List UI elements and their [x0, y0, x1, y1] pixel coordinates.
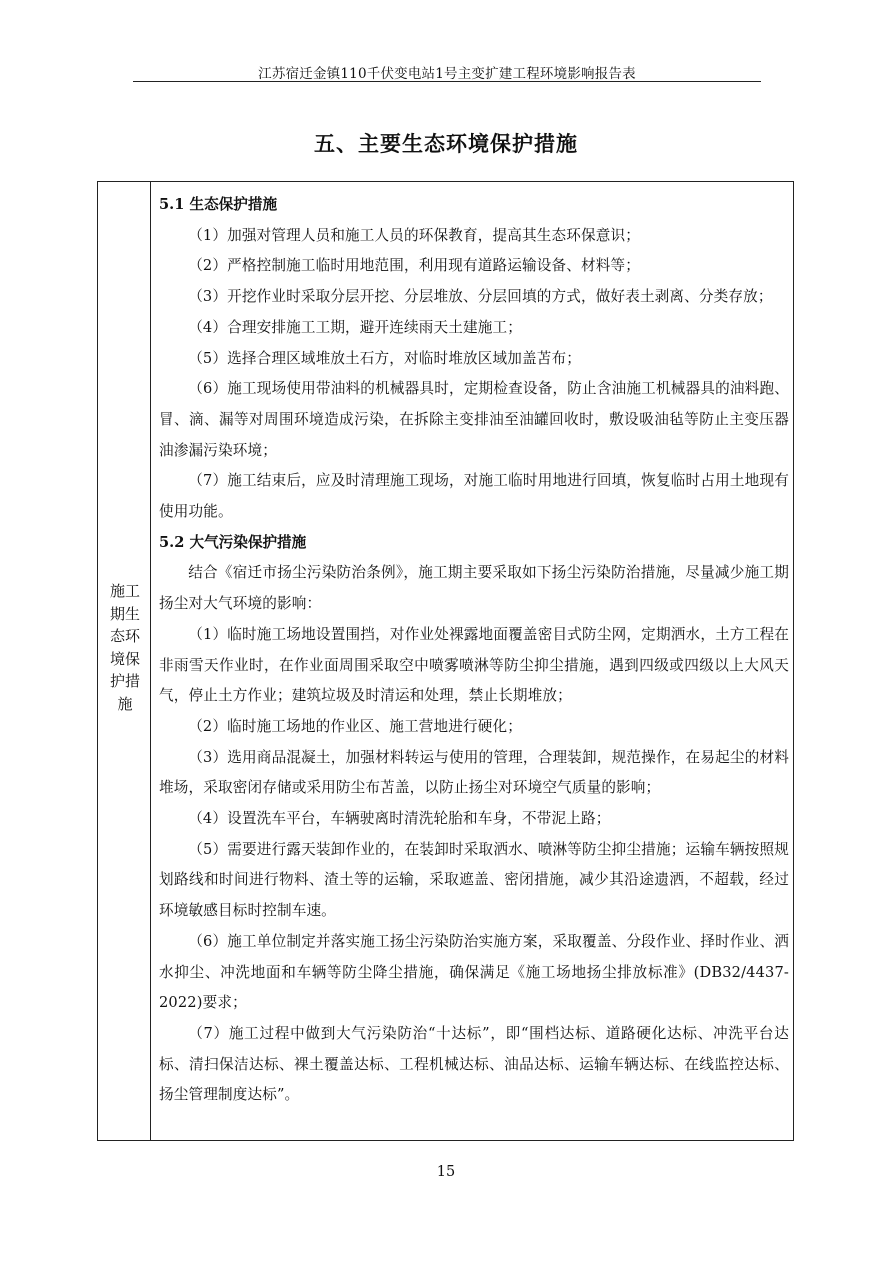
paragraph: （5）选择合理区域堆放土石方，对临时堆放区域加盖苫布；	[188, 349, 581, 367]
measures-content	[159, 190, 789, 1111]
paragraph: 结合《宿迁市扬尘污染防治条例》，施工期主要采取如下扬尘污染防治措施，尽量减少施工期扬尘对大气环境的影响：	[159, 564, 789, 613]
paragraph: （7）施工结束后，应及时清理施工现场，对施工临时用地进行回填，恢复临时占用土地现有使用功能。	[159, 472, 789, 521]
heading-ecological-protection: 5.1 生态保护措施	[159, 196, 278, 213]
table-column-divider	[150, 181, 151, 1141]
paragraph: （5）需要进行露天装卸作业的，在装卸时采取洒水、喷淋等防尘抑尘措施；运输车辆按照规划路线和时间进行物料、渣土等的运输，采取遮盖、密闭措施，减少其沿途遗洒，不超载，经过环境敏感目标时控制车速。	[159, 840, 789, 920]
paragraph: （7）施工过程中做到大气污染防治“十达标”，即“围档达标、道路硬化达标、冲洗平台达标、清扫保洁达标、裸土覆盖达标、工程机械达标、油品达标、运输车辆达标、在线监控达标、扬尘管理制度达标”。	[159, 1024, 789, 1104]
paragraph: （2）临时施工场地的作业区、施工营地进行硬化；	[188, 717, 522, 735]
page-number: 15	[436, 1164, 456, 1180]
row-label-construction-period: 施工期生态环境保护措施	[109, 582, 140, 713]
paragraph: （2）严格控制施工临时用地范围，利用现有道路运输设备、材料等；	[188, 257, 640, 275]
header-rule	[133, 81, 761, 82]
paragraph: （4）设置洗车平台，车辆驶离时清洗轮胎和车身，不带泥上路；	[188, 810, 611, 828]
paragraph: （3）开挖作业时采取分层开挖、分层堆放、分层回填的方式，做好表土剥离、分类存放；	[188, 288, 773, 306]
paragraph: （3）选用商品混凝土，加强材料转运与使用的管理，合理装卸，规范操作，在易起尘的材料堆场，采取密闭存储或采用防尘布苫盖，以防止扬尘对环境空气质量的影响；	[159, 748, 789, 797]
paragraph: （6）施工单位制定并落实施工扬尘污染防治实施方案，采取覆盖、分段作业、择时作业、洒水抑尘、冲洗地面和车辆等防尘降尘措施，确保满足《施工场地扬尘排放标准》(DB32/4437-2022)要求；	[159, 932, 789, 1012]
section-title: 五、主要生态环境保护措施	[314, 132, 578, 156]
heading-air-pollution-protection: 5.2 大气污染保护措施	[159, 533, 307, 551]
paragraph: （6）施工现场使用带油料的机械器具时，定期检查设备，防止含油施工机械器具的油料跑、冒、滴、漏等对周围环境造成污染，在拆除主变排油至油罐回收时，敷设吸油毡等防止主变压器油渗漏污染环境；	[159, 380, 789, 459]
paragraph: （1）加强对管理人员和施工人员的环保教育，提高其生态环保意识；	[188, 226, 640, 244]
document-header: 江苏宿迁金镇110千伏变电站1号主变扩建工程环境影响报告表	[258, 66, 636, 82]
paragraph: （4）合理安排施工工期，避开连续雨天土建施工；	[188, 318, 522, 336]
paragraph: （1）临时施工场地设置围挡，对作业处裸露地面覆盖密目式防尘网，定期洒水，土方工程在非雨雪天作业时，在作业面周围采取空中喷雾喷淋等防尘抑尘措施，遇到四级或四级以上大风天气，停止土方作业；建筑垃圾及时清运和处理，禁止长期堆放；	[159, 625, 789, 705]
